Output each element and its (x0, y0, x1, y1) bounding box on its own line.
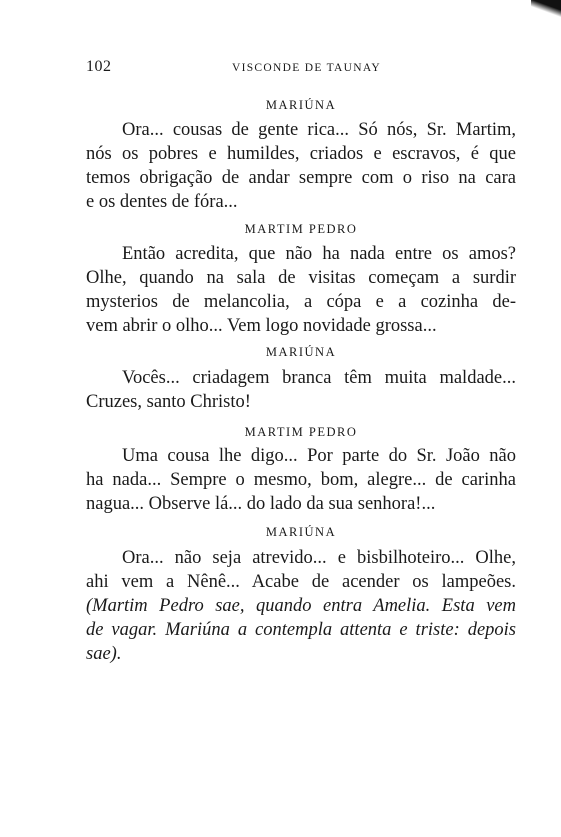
speaker-name: MARIÚNA (265, 525, 337, 539)
dialogue-line: e os dentes de fóra... (86, 192, 238, 212)
page-header (86, 58, 516, 80)
dialogue-line: ahi vem a Nênê... Acabe de acender os lampeões. (86, 572, 516, 592)
dialogue-line: temos obrigação de andar sempre com o riso na cara (86, 168, 516, 188)
speaker-name: MARTIM PEDRO (244, 425, 358, 439)
dialogue-line: Ora... não seja atrevido... e bisbilhoteiro... Olhe, (122, 548, 516, 568)
speaker-name: MARTIM PEDRO (244, 222, 358, 236)
dialogue-line: Ora... cousas de gente rica... Só nós, Sr. Martim, (122, 120, 516, 140)
dialogue-line: ha nada... Sempre o mesmo, bom, alegre... de carinha (86, 470, 516, 490)
speaker-name: MARIÚNA (265, 345, 337, 359)
stage-direction-line: (Martim Pedro sae, quando entra Amelia. Esta vem (86, 596, 516, 616)
dialogue-line: Vocês... criadagem branca têm muita maldade... (122, 368, 516, 388)
dialogue-line: Cruzes, santo Christo! (86, 392, 251, 412)
page-number: 102 (86, 58, 112, 75)
dialogue-line: Uma cousa lhe digo... Por parte do Sr. João não (122, 446, 516, 466)
dialogue-line: nós os pobres e humildes, criados e escravos, é que (86, 144, 516, 164)
dialogue-line: Olhe, quando na sala de visitas começam a surdir (86, 268, 516, 288)
dialogue-line: mysterios de melancolia, a cópa e a cozinha de- (86, 292, 516, 312)
page-corner-shadow (531, 0, 561, 18)
dialogue-line: nagua... Observe lá... do lado da sua senhora!... (86, 494, 436, 514)
stage-direction-line: sae). (86, 644, 122, 664)
stage-direction-line: de vagar. Mariúna a contempla attenta e triste: depois (86, 620, 516, 640)
speaker-name: MARIÚNA (265, 98, 337, 112)
dialogue-line: vem abrir o olho... Vem logo novidade grossa... (86, 316, 437, 336)
running-head: VISCONDE DE TAUNAY (232, 62, 381, 74)
dialogue-line: Então acredita, que não ha nada entre os amos? (122, 244, 516, 264)
